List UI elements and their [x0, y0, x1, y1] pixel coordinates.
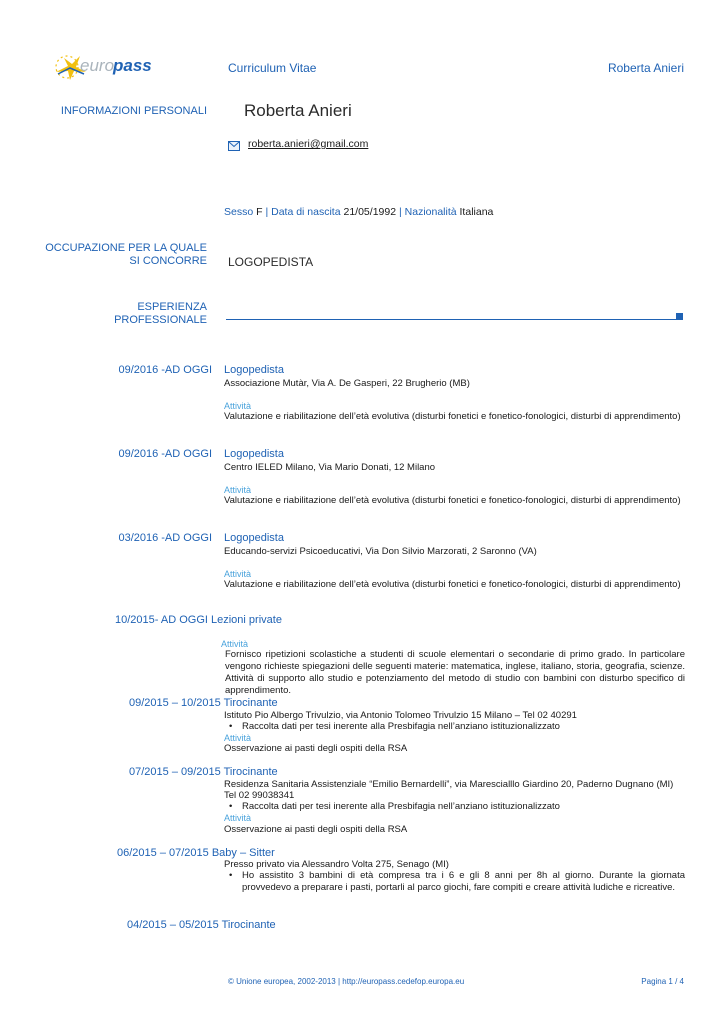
private-lessons-text: Fornisco ripetizioni scolastiche a studenti di scuole elementari o secondarie di primo grado. In particolare vengono richieste spiegazioni delle seguenti materie: matematica, inglese, italiano, storia, geografia, scienze. Attività di supporto allo studio e potenziamento del metodo di studio con bambini con disturbo specifico di apprendimento. [225, 649, 685, 696]
europass-logo [50, 50, 160, 84]
entry-date: 07/2015 – 09/2015 [129, 766, 221, 778]
babysitter-bullets [224, 870, 685, 894]
internship-bullet: • Raccolta dati per tesi inerente alla Presbifagia nell’anziano istituzionalizzato [242, 721, 560, 733]
email-link[interactable]: roberta.anieri@gmail.com [248, 138, 369, 150]
occupation-label-line1: OCCUPAZIONE PER LA QUALE [45, 242, 207, 254]
entry-title: Baby – Sitter [211, 847, 275, 859]
entry-activity: Valutazione e riabilitazione dell’età evolutiva (disturbi fonetici e fonetico-fonologici, disturbi di apprendimento) [224, 495, 681, 506]
doc-title: Curriculum Vitae [228, 61, 317, 75]
sex-value: F [256, 206, 263, 218]
babysitter-header [117, 847, 275, 859]
nationality-value: Italiana [459, 206, 494, 218]
internship-header [129, 697, 278, 709]
personal-info-label: INFORMAZIONI PERSONALI [60, 105, 207, 117]
section-divider [226, 319, 676, 320]
internship-bullet: • Raccolta dati per tesi inerente alla Presbifagia nell’anziano istituzionalizzato [242, 801, 560, 813]
experience-label [7, 301, 207, 327]
entry-title: Tirocinante [223, 697, 278, 709]
entry-title: Logopedista [224, 532, 284, 544]
entry-employer: Educando-servizi Psicoeducativi, Via Don Silvio Marzorati, 2 Saronno (VA) [224, 546, 537, 557]
experience-label-line1: ESPERIENZA [137, 301, 207, 313]
logo-pass-text: pass [113, 56, 152, 75]
internship-phone: Tel 02 99038341 [224, 790, 295, 801]
section-divider-square [676, 313, 683, 320]
entry-date: 09/2016 -AD OGGI [118, 364, 212, 376]
entry-date: 09/2016 -AD OGGI [118, 448, 212, 460]
internship-bullets [224, 721, 560, 733]
footer-copyright: © Unione europea, 2002-2013 | http://europass.cedefop.europa.eu [228, 977, 465, 986]
babysitter-place: Presso privato via Alessandro Volta 275, Senago (MI) [224, 859, 449, 870]
sex-label: Sesso [224, 206, 254, 218]
entry-title: Lezioni private [211, 614, 282, 626]
entry-title: Logopedista [224, 448, 284, 460]
entry-activity-label: Attività [224, 733, 252, 743]
internship-header [129, 766, 278, 778]
applicant-name: Roberta Anieri [244, 101, 352, 120]
entry-employer: Associazione Mutàr, Via A. De Gasperi, 22 Brugherio (MB) [224, 378, 470, 389]
entry-date: 09/2015 – 10/2015 [129, 697, 221, 709]
entry-date: 03/2016 -AD OGGI [118, 532, 212, 544]
occupation-label [7, 242, 207, 268]
entry-employer: Centro IELED Milano, Via Mario Donati, 12 Milano [224, 462, 436, 473]
internship-place: Istituto Pio Albergo Trivulzio, via Antonio Tolomeo Trivulzio 15 Milano – Tel 02 40291 [224, 710, 577, 721]
personal-details-line [224, 206, 493, 218]
occupation-label-line2: SI CONCORRE [129, 255, 207, 267]
entry-activity-label: Attività [224, 569, 252, 579]
internship-activity: Osservazione ai pasti degli ospiti della RSA [224, 824, 408, 835]
entry-title: Tirocinante [221, 919, 276, 931]
babysitter-bullet: • Ho assistito 3 bambini di età compresa tra i 6 e gli 8 anni per 8h al giorno. Durante la giornata provvedevo a preparare i pasti, portarli al parco giochi, fare compiti e creare attività ludiche e ricreative. [242, 870, 685, 894]
internship-activity: Osservazione ai pasti degli ospiti della RSA [224, 743, 408, 754]
entry-date: 06/2015 – 07/2015 [117, 847, 209, 859]
footer-page-number: Pagina 1 / 4 [641, 977, 684, 986]
private-lessons-header [115, 614, 282, 626]
internship-place: Residenza Sanitaria Assistenziale “Emilio Bernardelli”, via Marescialllo Giardino 20, Paderno Dugnano (MI) [224, 779, 674, 790]
separator: | [265, 206, 269, 218]
entry-date: 04/2015 – 05/2015 [127, 919, 219, 931]
entry-date: 10/2015- AD OGGI [115, 614, 208, 626]
internship-header [127, 919, 276, 931]
entry-title: Tirocinante [223, 766, 278, 778]
experience-label-line2: PROFESSIONALE [114, 314, 207, 326]
internship-bullets [224, 801, 560, 813]
entry-activity-label: Attività [221, 639, 249, 649]
separator: | [398, 206, 402, 218]
dob-value: 21/05/1992 [343, 206, 397, 218]
nationality-label: Nazionalità [404, 206, 457, 218]
email-icon [228, 141, 240, 151]
entry-activity-label: Attività [224, 485, 252, 495]
logo-euro-text: euro [80, 56, 115, 75]
entry-activity-label: Attività [224, 813, 252, 823]
header-person-name: Roberta Anieri [607, 61, 684, 75]
entry-activity-label: Attività [224, 401, 252, 411]
entry-title: Logopedista [224, 364, 284, 376]
dob-label: Data di nascita [271, 206, 341, 218]
entry-activity: Valutazione e riabilitazione dell’età evolutiva (disturbi fonetici e fonetico-fonologici, disturbi di apprendimento) [224, 579, 681, 590]
occupation-value: LOGOPEDISTA [228, 255, 314, 269]
entry-activity: Valutazione e riabilitazione dell’età evolutiva (disturbi fonetici e fonetico-fonologici, disturbi di apprendimento) [224, 411, 681, 422]
